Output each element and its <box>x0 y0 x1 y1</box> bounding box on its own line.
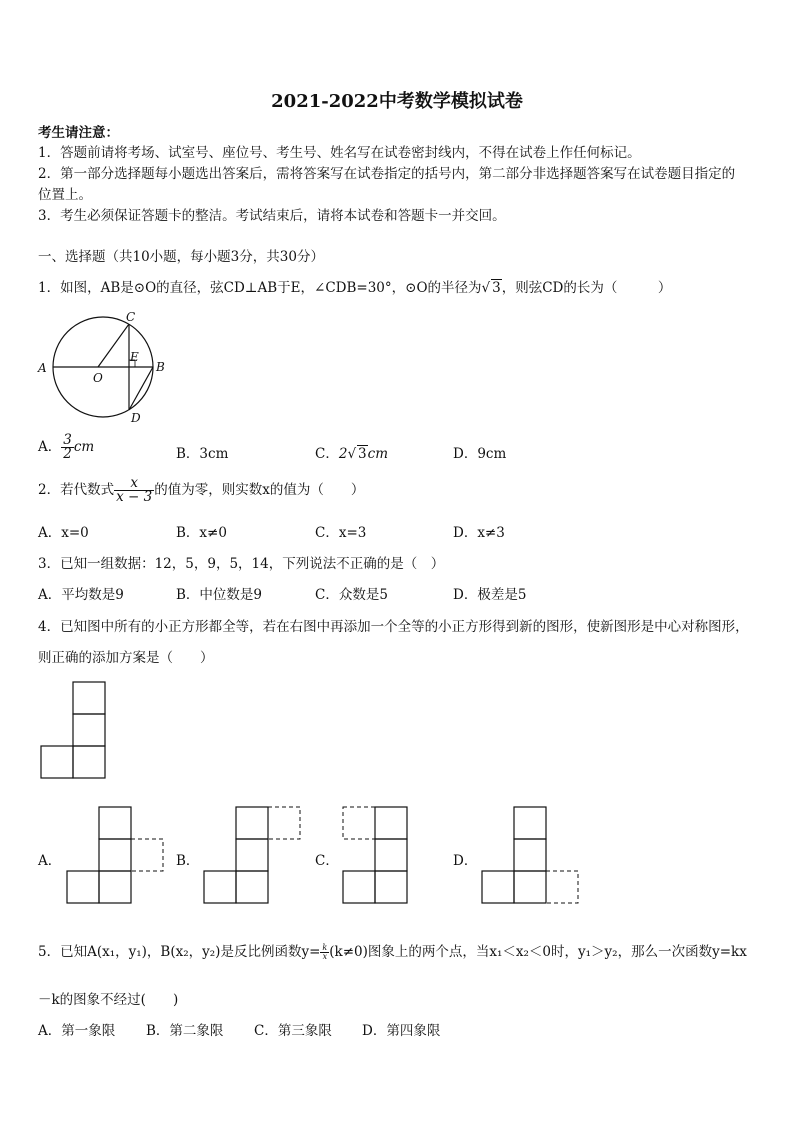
segment-bd <box>129 367 153 410</box>
q4-base-figure <box>40 680 112 782</box>
q1-stem-end: ，则弦CD的长为（ ） <box>501 280 672 296</box>
q3-option-b[interactable]: B．中位数是9 <box>176 587 263 603</box>
q1-option-c[interactable]: C．2√ 3cm <box>315 446 389 462</box>
question-5-line-1 <box>38 940 747 961</box>
q3-option-c[interactable]: C．众数是5 <box>315 587 388 603</box>
q5-stem: 5．已知A(x₁，y₁)，B(x₂，y₂)是反比例函数y= <box>38 944 321 960</box>
q4-option-c-figure[interactable] <box>342 806 446 908</box>
notice-item-1: 1．答题前请将考场、试室号、座位号、考生号、姓名写在试卷密封线内，不得在试卷上作任何标记。 <box>38 145 641 161</box>
q2-option-c[interactable]: C．x=3 <box>315 525 367 541</box>
q4-option-a-figure[interactable] <box>66 806 170 908</box>
notice-item-2: 2．第一部分选择题每小题选出答案后，需将答案写在试卷指定的括号内，第二部分非选择题答案写在试卷题目指定的 <box>38 166 736 182</box>
q5-option-b[interactable]: B．第二象限 <box>146 1023 224 1039</box>
q1-radicand: 3 <box>492 280 501 296</box>
notice-item-3: 3．考生必须保证答题卡的整洁。考试结束后，请将本试卷和答题卡一并交回。 <box>38 208 506 224</box>
q1-circle-figure <box>36 310 176 425</box>
q1-option-b[interactable]: B．3cm <box>176 446 229 462</box>
notice-item-2-cont: 位置上。 <box>38 187 92 203</box>
question-3-text: 3．已知一组数据：12，5，9，5，14，下列说法不正确的是（ ） <box>38 556 445 572</box>
page-title: 2021-2022中考数学模拟试卷 <box>271 91 523 112</box>
label-d: D <box>131 411 141 425</box>
label-a: A <box>38 361 47 375</box>
q1-option-d[interactable]: D．9cm <box>453 446 507 462</box>
question-4-line-2: 则正确的添加方案是（ ） <box>38 650 214 666</box>
question-2-text <box>38 477 364 504</box>
q2-fraction: $\frac{x}{x - 3}$ <box>116 475 153 505</box>
question-4-line-1: 4．已知图中所有的小正方形都全等，若在右图中再添加一个全等的小正方形得到新的图形，使新图形是中心对称图形， <box>38 619 749 635</box>
q4-option-d-figure[interactable] <box>481 806 585 908</box>
q4-option-c-label[interactable]: C． <box>315 853 339 869</box>
q1-option-a-label: A． <box>38 439 62 455</box>
q4-option-b-label[interactable]: B． <box>176 853 200 869</box>
label-b: B <box>156 360 165 374</box>
q4-option-d-label[interactable]: D． <box>453 853 478 869</box>
q1-option-a[interactable]: A． $\frac{3}{2}$ cm <box>38 432 95 462</box>
question-5-line-2: －k的图象不经过( ) <box>38 992 179 1008</box>
q5-option-a[interactable]: A．第一象限 <box>38 1023 116 1039</box>
section-heading: 一、选择题（共10小题，每小题3分，共30分） <box>38 249 324 265</box>
q2-stem: 2．若代数式 <box>38 482 115 498</box>
q2-option-a[interactable]: A．x=0 <box>38 525 89 541</box>
label-e: E <box>130 350 139 364</box>
q2-option-b[interactable]: B．x≠0 <box>176 525 227 541</box>
q2-stem-end: 的值为零，则实数x的值为（ ） <box>154 482 365 498</box>
q1-stem: 1．如图，AB是⊙O的直径，弦CD⊥AB于E，∠CDB=30°，⊙O的半径为 <box>38 280 482 296</box>
dashed-added-square <box>546 871 578 903</box>
label-c: C <box>126 310 136 324</box>
q5-stem-cont: (k≠0)图象上的两个点，当x₁＜x₂＜0时，y₁＞y₂，那么一次函数y=kx <box>329 944 747 960</box>
dashed-added-square <box>131 839 163 871</box>
q5-fraction: $\frac{k}{x}$ <box>322 943 328 961</box>
q3-option-d[interactable]: D．极差是5 <box>453 587 527 603</box>
fraction: $\frac{3}{2}$ <box>63 432 72 462</box>
q3-option-a[interactable]: A．平均数是9 <box>38 587 124 603</box>
q5-option-c[interactable]: C．第三象限 <box>254 1023 332 1039</box>
q4-option-b-figure[interactable] <box>203 806 307 908</box>
q4-option-a-label[interactable]: A． <box>38 853 62 869</box>
dashed-added-square <box>268 807 300 839</box>
notice-heading: 考生请注意： <box>38 125 119 141</box>
label-o: O <box>93 371 103 385</box>
dashed-added-square <box>343 807 375 839</box>
q5-option-d[interactable]: D．第四象限 <box>362 1023 441 1039</box>
q2-option-d[interactable]: D．x≠3 <box>453 525 505 541</box>
segment-oc <box>98 324 129 367</box>
question-1-text: 1．如图，AB是⊙O的直径，弦CD⊥AB于E，∠CDB=30°，⊙O的半径为√ 3，则弦CD的长为（ ） <box>38 280 672 296</box>
